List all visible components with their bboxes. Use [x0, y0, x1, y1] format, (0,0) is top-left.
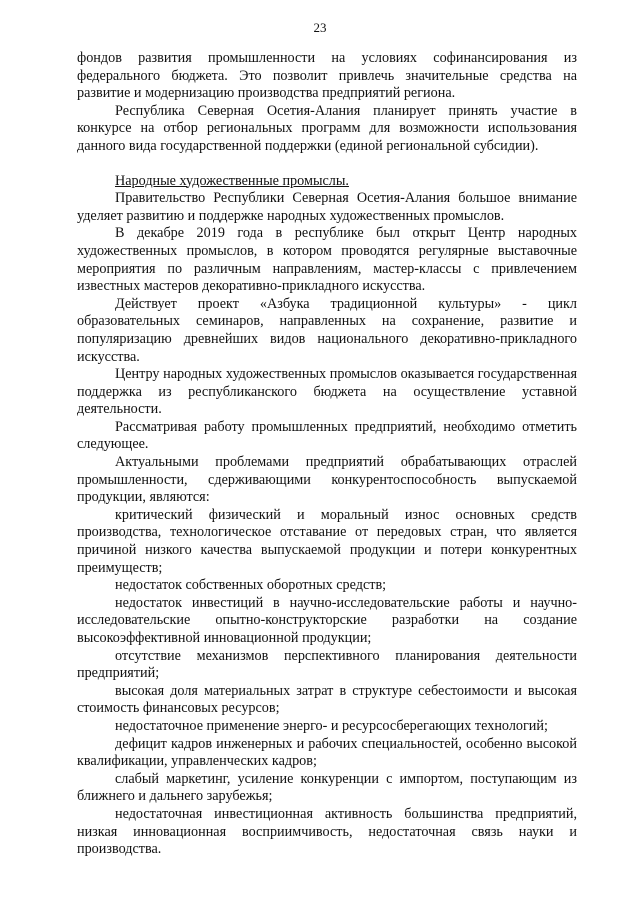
page-number: 23: [313, 20, 327, 35]
list-item: недостаточное применение энерго- и ресурсосберегающих технологий;: [115, 717, 548, 734]
list-item: дефицит кадров инженерных и рабочих специальностей, особенно высокой квалификации, управленческих кадров;: [77, 735, 577, 770]
list-item: отсутствие механизмов перспективного планирования деятельности предприятий;: [77, 647, 577, 682]
paragraph-subsidy-plan: Республика Северная Осетия-Алания планирует принять участие в конкурсе на отбор региональных программ для возможности использования данного вида государственной поддержки (единой региональной субсидии).: [77, 102, 577, 154]
paragraph-problems-intro: Актуальными проблемами предприятий обрабатывающих отраслей промышленности, сдерживающими конкурентоспособность выпускаемой продукции, являются:: [77, 454, 577, 506]
paragraph-crafts-center: В декабре 2019 года в республике был открыт Центр народных художественных промыслов, в котором проводятся регулярные выставочные мероприятия по различным направлениям, мастер-классы с привлечением известных мастеров декоративно-прикладного искусства.: [77, 225, 577, 295]
paragraph-continuation: фондов развития промышленности на условиях софинансирования из федерального бюджета. Это позволит привлечь значительные средства на развитие и модернизацию производства предприятий региона.: [77, 50, 577, 102]
list-item: критический физический и моральный износ основных средств производства, технологическое отставание от передовых стран, что является причиной низкого качества выпускаемой продукции и потери конкурентных преимуществ;: [77, 506, 577, 576]
paragraph-culture-project: Действует проект «Азбука традиционной культуры» - цикл образовательных семинаров, направленных на сохранение, развитие и популяризацию древнейших видов национального декоративно-прикладного искусства.: [77, 295, 577, 365]
list-item: высокая доля материальных затрат в структуре себестоимости и высокая стоимость финансовых ресурсов;: [77, 682, 577, 717]
list-item: недостаток инвестиций в научно-исследовательские работы и научно-исследовательские опытно-конструкторские разработки на создание высокоэффективной инновационной продукции;: [77, 594, 577, 646]
list-item: недостаточная инвестиционная активность большинства предприятий, низкая инновационная восприимчивость, недостаточная связь науки и производства.: [77, 805, 577, 858]
list-item: недостаток собственных оборотных средств;: [115, 577, 387, 594]
paragraph-government-attention: Правительство Республики Северная Осетия-Алания большое внимание уделяет развитию и поддержке народных художественных промыслов.: [77, 190, 577, 224]
document-body: [77, 50, 577, 859]
paragraph-enterprises-review: Рассматривая работу промышленных предприятий, необходимо отметить следующее.: [77, 418, 577, 453]
section-heading-folk-crafts: Народные художественные промыслы.: [115, 172, 349, 189]
paragraph-state-support: Центру народных художественных промыслов оказывается государственная поддержка из республиканского бюджета на осуществление уставной деятельности.: [77, 366, 577, 418]
list-item: слабый маркетинг, усиление конкуренции с импортом, поступающим из ближнего и дальнего зарубежья;: [77, 770, 577, 805]
